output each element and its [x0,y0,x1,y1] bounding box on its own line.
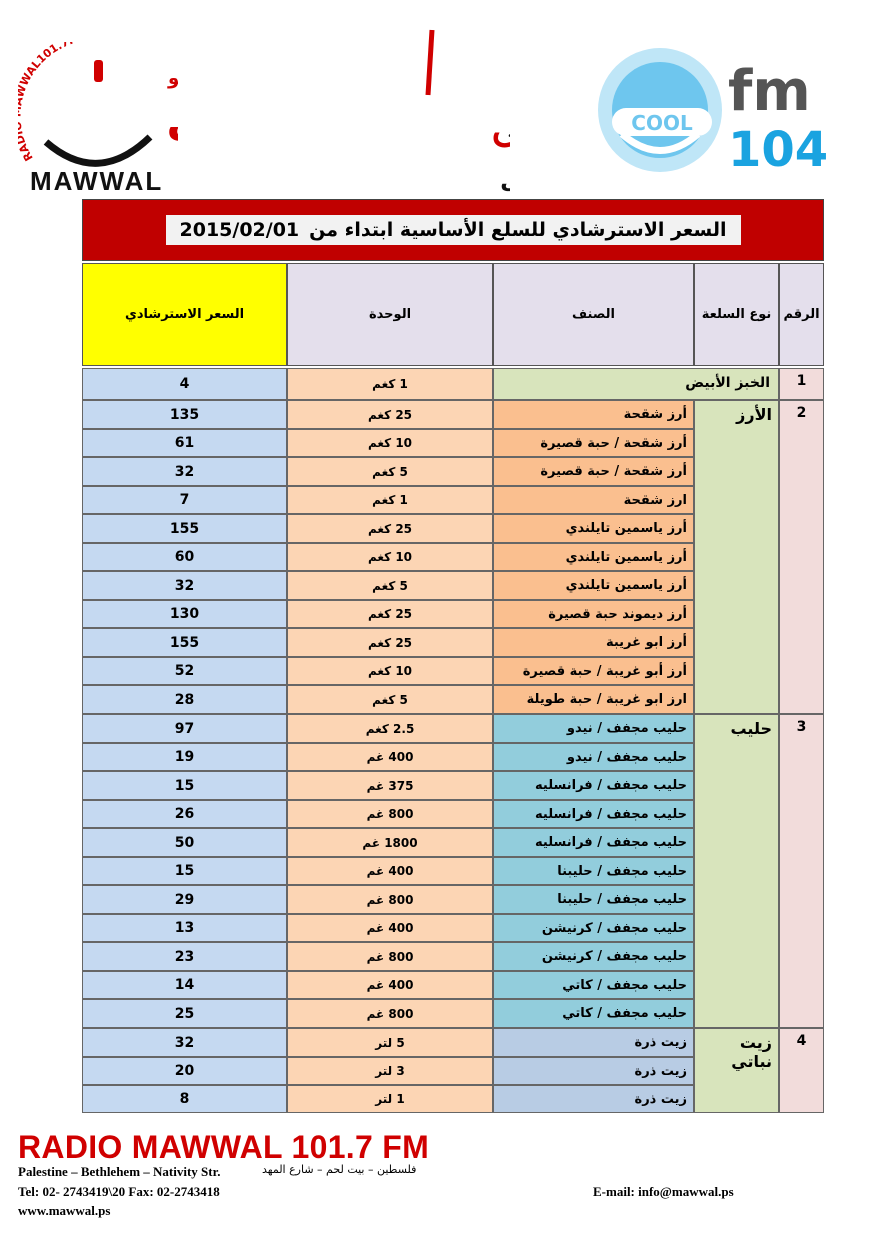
oil-item: زيت ذرة [493,1085,694,1113]
milk-price: 50 [82,828,287,857]
rice-price: 28 [82,685,287,714]
oil-price: 8 [82,1085,287,1113]
bread-unit: 1 كغم [287,368,493,400]
milk-unit: 800 غم [287,942,493,971]
svg-text:COOL: COOL [631,111,693,135]
milk-price: 97 [82,714,287,743]
rice-item: ارز ابو غريبة / حبة طويلة [493,685,694,714]
oil-price: 32 [82,1028,287,1057]
milk-price: 13 [82,914,287,942]
milk-price: 14 [82,971,287,999]
svg-text:مجلة [508,129,510,140]
rice-price: 7 [82,486,287,514]
milk-item: حليب مجفف / كاتي [493,999,694,1028]
header-num: الرقم [779,263,824,366]
rice-unit: 25 كغم [287,628,493,657]
rice-price: 32 [82,571,287,600]
oil-unit: 5 لتر [287,1028,493,1057]
footer-address-en: Palestine – Bethlehem – Nativity Str. [18,1164,221,1179]
svg-text:موّال [166,91,178,145]
milk-price: 19 [82,743,287,771]
milk-item: حليب مجفف / فرانسليه [493,800,694,828]
milk-item: حليب مجفف / فرانسليه [493,828,694,857]
milk-price: 15 [82,771,287,800]
milk-price: 26 [82,800,287,828]
milk-unit: 400 غم [287,743,493,771]
rice-price: 155 [82,628,287,657]
group-number-3: 3 [779,714,824,1028]
rice-unit: 5 كغم [287,685,493,714]
milk-item: حليب مجفف / حليبنا [493,857,694,885]
group-number-2: 2 [779,400,824,714]
rice-item: أرز شقحة [493,400,694,429]
svg-text:MAWWAL: MAWWAL [30,166,164,196]
group-type-milk: حليب [694,714,779,1028]
milk-unit: 1800 غم [287,828,493,857]
title-band [82,199,824,261]
mawwal-magazine-logo [370,25,510,195]
milk-item: حليب مجفف / نيدو [493,743,694,771]
title-text: السعر الاسترشادي للسلع الأساسية ابتداء من [309,219,727,241]
rice-item: ارز شقحة [493,486,694,514]
footer-email-link[interactable]: E-mail: info@mawwal.ps [593,1184,734,1199]
rice-item: أرز شقحة / حبة قصيرة [493,457,694,486]
milk-item: حليب مجفف / نيدو [493,714,694,743]
svg-text:104: 104 [728,122,829,177]
rice-price: 130 [82,600,287,628]
svg-text:موّال: ل [490,94,510,152]
rice-unit: 1 كغم [287,486,493,514]
milk-unit: 400 غم [287,914,493,942]
rice-item: أرز ابو غريبة [493,628,694,657]
milk-unit: 375 غم [287,771,493,800]
rice-unit: 10 كغم [287,429,493,457]
milk-unit: 800 غم [287,999,493,1028]
svg-text:راديو: و [168,68,178,89]
milk-unit: 400 غم [287,857,493,885]
group-type-rice: الأرز [694,400,779,714]
rice-item: أرز ياسمين تايلندي [493,514,694,543]
rice-item: أرز ياسمين تايلندي [493,571,694,600]
rice-price: 32 [82,457,287,486]
rice-price: 61 [82,429,287,457]
footer-address-ar: فلسطين – بيت لحم – شارع المهد [262,1163,417,1176]
rice-price: 135 [82,400,287,429]
rice-unit: 5 كغم [287,571,493,600]
svg-text:fm: fm [728,59,811,124]
milk-unit: 800 غم [287,885,493,914]
rice-unit: 5 كغم [287,457,493,486]
bread-price: 4 [82,368,287,400]
milk-unit: 800 غم [287,800,493,828]
radio-mawwal-logo [18,42,178,197]
oil-unit: 1 لتر [287,1085,493,1113]
milk-price: 23 [82,942,287,971]
rice-item: أرز ياسمين تايلندي [493,543,694,571]
oil-item: زيت ذرة [493,1028,694,1057]
footer-website-link[interactable]: www.mawwal.ps [18,1203,111,1218]
rice-price: 52 [82,657,287,685]
rice-unit: 25 كغم [287,400,493,429]
cool-fm-104-logo [582,42,832,177]
rice-item: أرز أبو غريبة / حبة قصيرة [493,657,694,685]
milk-unit: 400 غم [287,971,493,999]
title-date: 2015/02/01 [179,219,300,241]
milk-price: 15 [82,857,287,885]
group-type-bread: الخبز الأبيض [493,368,779,400]
header-item: الصنف [493,263,694,366]
group-number-1: 1 [779,368,824,400]
milk-item: حليب مجفف / فرانسليه [493,771,694,800]
oil-price: 20 [82,1057,287,1085]
milk-item: حليب مجفف / حليبنا [493,885,694,914]
header-type: نوع السلعة [694,263,779,366]
milk-price: 25 [82,999,287,1028]
milk-price: 29 [82,885,287,914]
header-price: السعر الاسترشادي [82,263,287,366]
rice-item: أرز شقحة / حبة قصيرة [493,429,694,457]
footer-brand: RADIO MAWWAL 101.7 FM [18,1129,430,1165]
oil-unit: 3 لتر [287,1057,493,1085]
oil-item: زيت ذرة [493,1057,694,1085]
group-number-4: 4 [779,1028,824,1113]
milk-unit: 2.5 كغم [287,714,493,743]
milk-item: حليب مجفف / كرنيشن [493,942,694,971]
svg-text:RADIO MAWWAL101.7FM: R WAL101.7 [18,42,71,164]
rice-item: أرز ديموند حبة قصيرة [493,600,694,628]
rice-price: 155 [82,514,287,543]
rice-price: 60 [82,543,287,571]
footer-tel-fax: Tel: 02- 2743419\20 Fax: 02-2743418 [18,1184,220,1199]
milk-item: حليب مجفف / كاتي [493,971,694,999]
header-unit: الوحدة [287,263,493,366]
rice-unit: 25 كغم [287,514,493,543]
milk-item: حليب مجفف / كرنيشن [493,914,694,942]
rice-unit: 10 كغم [287,657,493,685]
page-title [166,215,741,245]
group-type-oil: زيت نباتي [694,1028,779,1113]
rice-unit: 25 كغم [287,600,493,628]
svg-text:دايماً عالبال [500,162,510,193]
rice-unit: 10 كغم [287,543,493,571]
